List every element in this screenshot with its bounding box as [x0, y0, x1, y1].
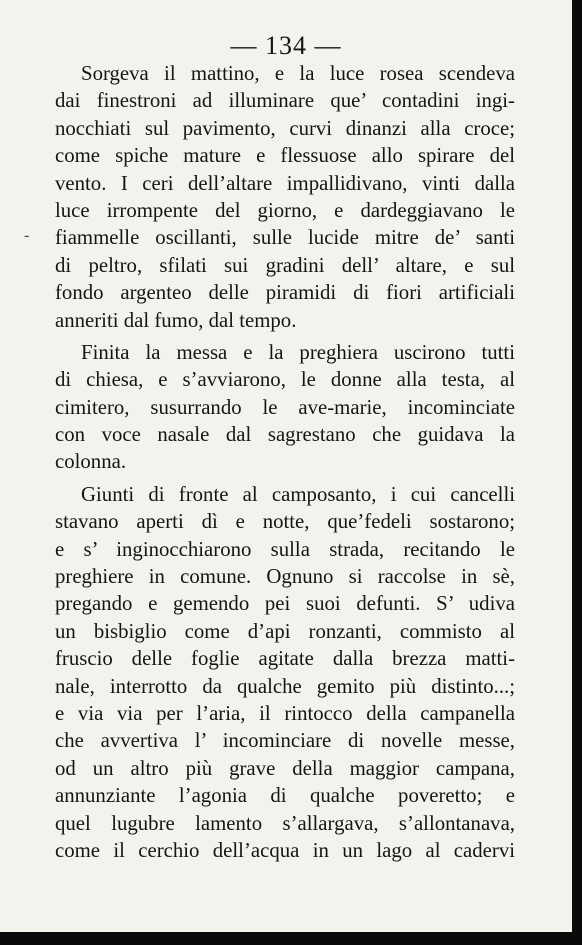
- text-line: Giunti di fronte al camposanto, i cui cancelli: [81, 482, 515, 506]
- scan-edge-right: [572, 0, 582, 945]
- text-line: come il cerchio dell’acqua in un lago al cadervi: [55, 838, 515, 862]
- text-line: pregando e gemendo pei suoi defunti. S’ udiva: [55, 592, 515, 616]
- text-line: che avvertiva l’ incominciare di novelle messe,: [55, 729, 515, 753]
- text-line: vento. I ceri dell’altare impallidivano, vinti dalla: [55, 171, 515, 195]
- scan-edge-bottom: [0, 932, 582, 945]
- text-line: con voce nasale dal sagrestano che guidava la: [55, 423, 515, 447]
- margin-mark: -: [24, 227, 30, 244]
- text-line: nocchiati sul pavimento, curvi dinanzi alla croce;: [55, 116, 515, 140]
- paragraph-1: [55, 60, 515, 334]
- text-line: luce irrompente del giorno, e dardeggiavano le: [55, 198, 515, 222]
- text-line: colonna.: [55, 450, 127, 474]
- text-line: od un altro più grave della maggior campana,: [55, 756, 515, 780]
- paragraph-2: [55, 339, 515, 476]
- text-line: fiammelle oscillanti, sulle lucide mitre de’ santi: [55, 226, 515, 250]
- text-line: nale, interrotto da qualche gemito più distinto...;: [55, 674, 515, 698]
- text-line: cimitero, susurrando le ave-marie, incominciate: [55, 395, 515, 419]
- text-line: stavano aperti dì e notte, que’fedeli sostarono;: [55, 510, 515, 534]
- text-line: di chiesa, e s’avviarono, le donne alla testa, al: [55, 368, 515, 392]
- text-line: come spiche mature e flessuose allo spirare del: [55, 144, 515, 168]
- text-line: e via via per l’aria, il rintocco della campanella: [55, 701, 515, 725]
- text-line: annunziante l’agonia di qualche poveretto; e: [55, 784, 515, 808]
- text-line: Finita la messa e la preghiera uscirono tutti: [81, 340, 515, 364]
- text-line: fruscio delle foglie agitate dalla brezza matti-: [55, 647, 515, 671]
- text-line: e s’ inginocchiarono sulla strada, recitando le: [55, 537, 515, 561]
- text-line: dai finestroni ad illuminare que’ contadini ingi-: [55, 89, 515, 113]
- text-line: preghiere in comune. Ognuno si raccolse in sè,: [55, 565, 515, 589]
- text-line: quel lugubre lamento s’allargava, s’allontanava,: [55, 811, 515, 835]
- body-text: [55, 60, 515, 869]
- text-line: di peltro, sfilati sui gradini dell’ altare, e sul: [55, 253, 515, 277]
- text-line: Sorgeva il mattino, e la luce rosea scendeva: [81, 62, 515, 85]
- text-line: un bisbiglio come d’api ronzanti, commisto al: [55, 619, 515, 643]
- page-number: — 134 —: [230, 31, 342, 60]
- text-line: anneriti dal fumo, dal tempo.: [55, 308, 297, 332]
- text-line: fondo argenteo delle piramidi di fiori artificiali: [55, 281, 515, 305]
- paragraph-3: [55, 481, 515, 864]
